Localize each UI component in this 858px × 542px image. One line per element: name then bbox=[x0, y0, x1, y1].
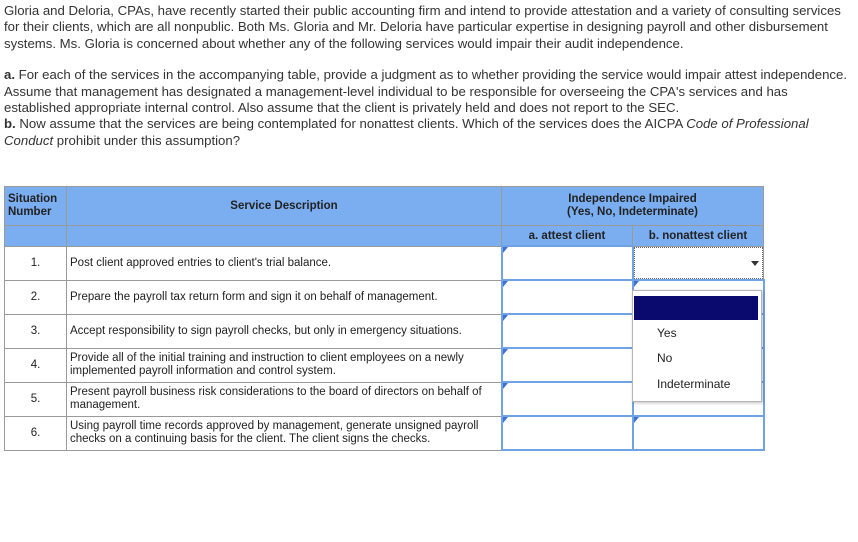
answer-a-select[interactable] bbox=[502, 314, 633, 348]
answer-a-select[interactable] bbox=[502, 246, 633, 280]
table-row bbox=[5, 416, 764, 450]
header-situation-line1: Situation bbox=[8, 193, 58, 205]
select-marker-icon bbox=[503, 349, 508, 355]
answer-dropdown-menu[interactable] bbox=[632, 290, 762, 402]
answer-a-select[interactable] bbox=[502, 348, 633, 382]
select-marker-icon bbox=[503, 315, 508, 321]
problem-text bbox=[4, 3, 854, 149]
part-a-text: For each of the services in the accompanying table, provide a judgment as to whether providing the service would impair attest independence. Assume that management has designated a management-level individual to be responsible for overseeing the CPA's services and has established appropriate internal control. Also assume that the client is privately held and does not report to the SEC. bbox=[4, 67, 848, 116]
chevron-down-icon[interactable] bbox=[751, 261, 759, 266]
header-independence bbox=[502, 187, 764, 226]
code-title: Code of Professional Conduct bbox=[4, 116, 809, 148]
answer-a-select[interactable] bbox=[502, 382, 633, 416]
select-marker-icon bbox=[503, 281, 508, 287]
subheader-blank bbox=[67, 226, 502, 247]
answer-b-select[interactable] bbox=[633, 416, 764, 450]
intro-paragraph: Gloria and Deloria, CPAs, have recently started their public accounting firm and intend to provide attestation and a variety of consulting services for their clients, which are all nonpublic. Both Ms. Gloria and Mr. Deloria have particular expertise in designing payroll and other disbursement systems. Ms. Gloria is concerned about whether any of the following services would impair their audit independence. bbox=[4, 3, 841, 51]
answer-a-select[interactable] bbox=[502, 280, 633, 314]
situation-number: 3. bbox=[5, 314, 67, 348]
select-focus-outline bbox=[634, 247, 764, 280]
col-nonattest-client: b. nonattest client bbox=[633, 226, 764, 247]
part-b-label: b. bbox=[4, 116, 16, 132]
answer-b-select[interactable] bbox=[633, 246, 764, 280]
col-attest-client: a. attest client bbox=[502, 226, 633, 247]
service-description: Prepare the payroll tax return form and sign it on behalf of management. bbox=[67, 280, 502, 314]
subheader-blank bbox=[5, 226, 67, 247]
dropdown-option-yes[interactable]: Yes bbox=[657, 326, 677, 340]
part-a-label: a. bbox=[4, 67, 15, 83]
header-independence-line2: (Yes, No, Indeterminate) bbox=[566, 206, 698, 218]
header-situation-line2: Number bbox=[8, 206, 52, 218]
dropdown-highlighted-option[interactable] bbox=[634, 296, 758, 320]
question-paragraph bbox=[4, 67, 854, 149]
select-marker-icon bbox=[503, 247, 508, 253]
situation-number: 6. bbox=[5, 416, 67, 450]
dropdown-option-no[interactable]: No bbox=[657, 351, 673, 365]
select-marker-icon bbox=[634, 417, 639, 423]
service-description: Post client approved entries to client's trial balance. bbox=[67, 246, 502, 280]
table-row bbox=[5, 246, 764, 280]
service-description: Using payroll time records approved by management, generate unsigned payroll checks on a continuing basis for the client. The client signs the checks. bbox=[67, 416, 502, 450]
situation-number: 4. bbox=[5, 348, 67, 382]
header-description: Service Description bbox=[67, 187, 502, 226]
dropdown-option-indeterminate[interactable]: Indeterminate bbox=[657, 377, 731, 391]
answer-a-select[interactable] bbox=[502, 416, 633, 450]
situation-number: 5. bbox=[5, 382, 67, 416]
service-description: Accept responsibility to sign payroll checks, but only in emergency situations. bbox=[67, 314, 502, 348]
select-marker-icon bbox=[503, 417, 508, 423]
service-description: Present payroll business risk considerations to the board of directors on behalf of management. bbox=[67, 382, 502, 416]
situation-number: 1. bbox=[5, 246, 67, 280]
select-marker-icon bbox=[634, 281, 639, 287]
part-b-text-end: prohibit under this assumption? bbox=[53, 132, 241, 148]
situation-number: 2. bbox=[5, 280, 67, 314]
header-situation bbox=[5, 187, 67, 226]
select-marker-icon bbox=[503, 383, 508, 389]
service-description: Provide all of the initial training and instruction to client employees on a newly implemented payroll information and control system. bbox=[67, 348, 502, 382]
part-b-text: Now assume that the services are being contemplated for nonattest clients. Which of the services does the AICPA bbox=[15, 116, 687, 132]
header-independence-line1: Independence Impaired bbox=[568, 193, 697, 205]
